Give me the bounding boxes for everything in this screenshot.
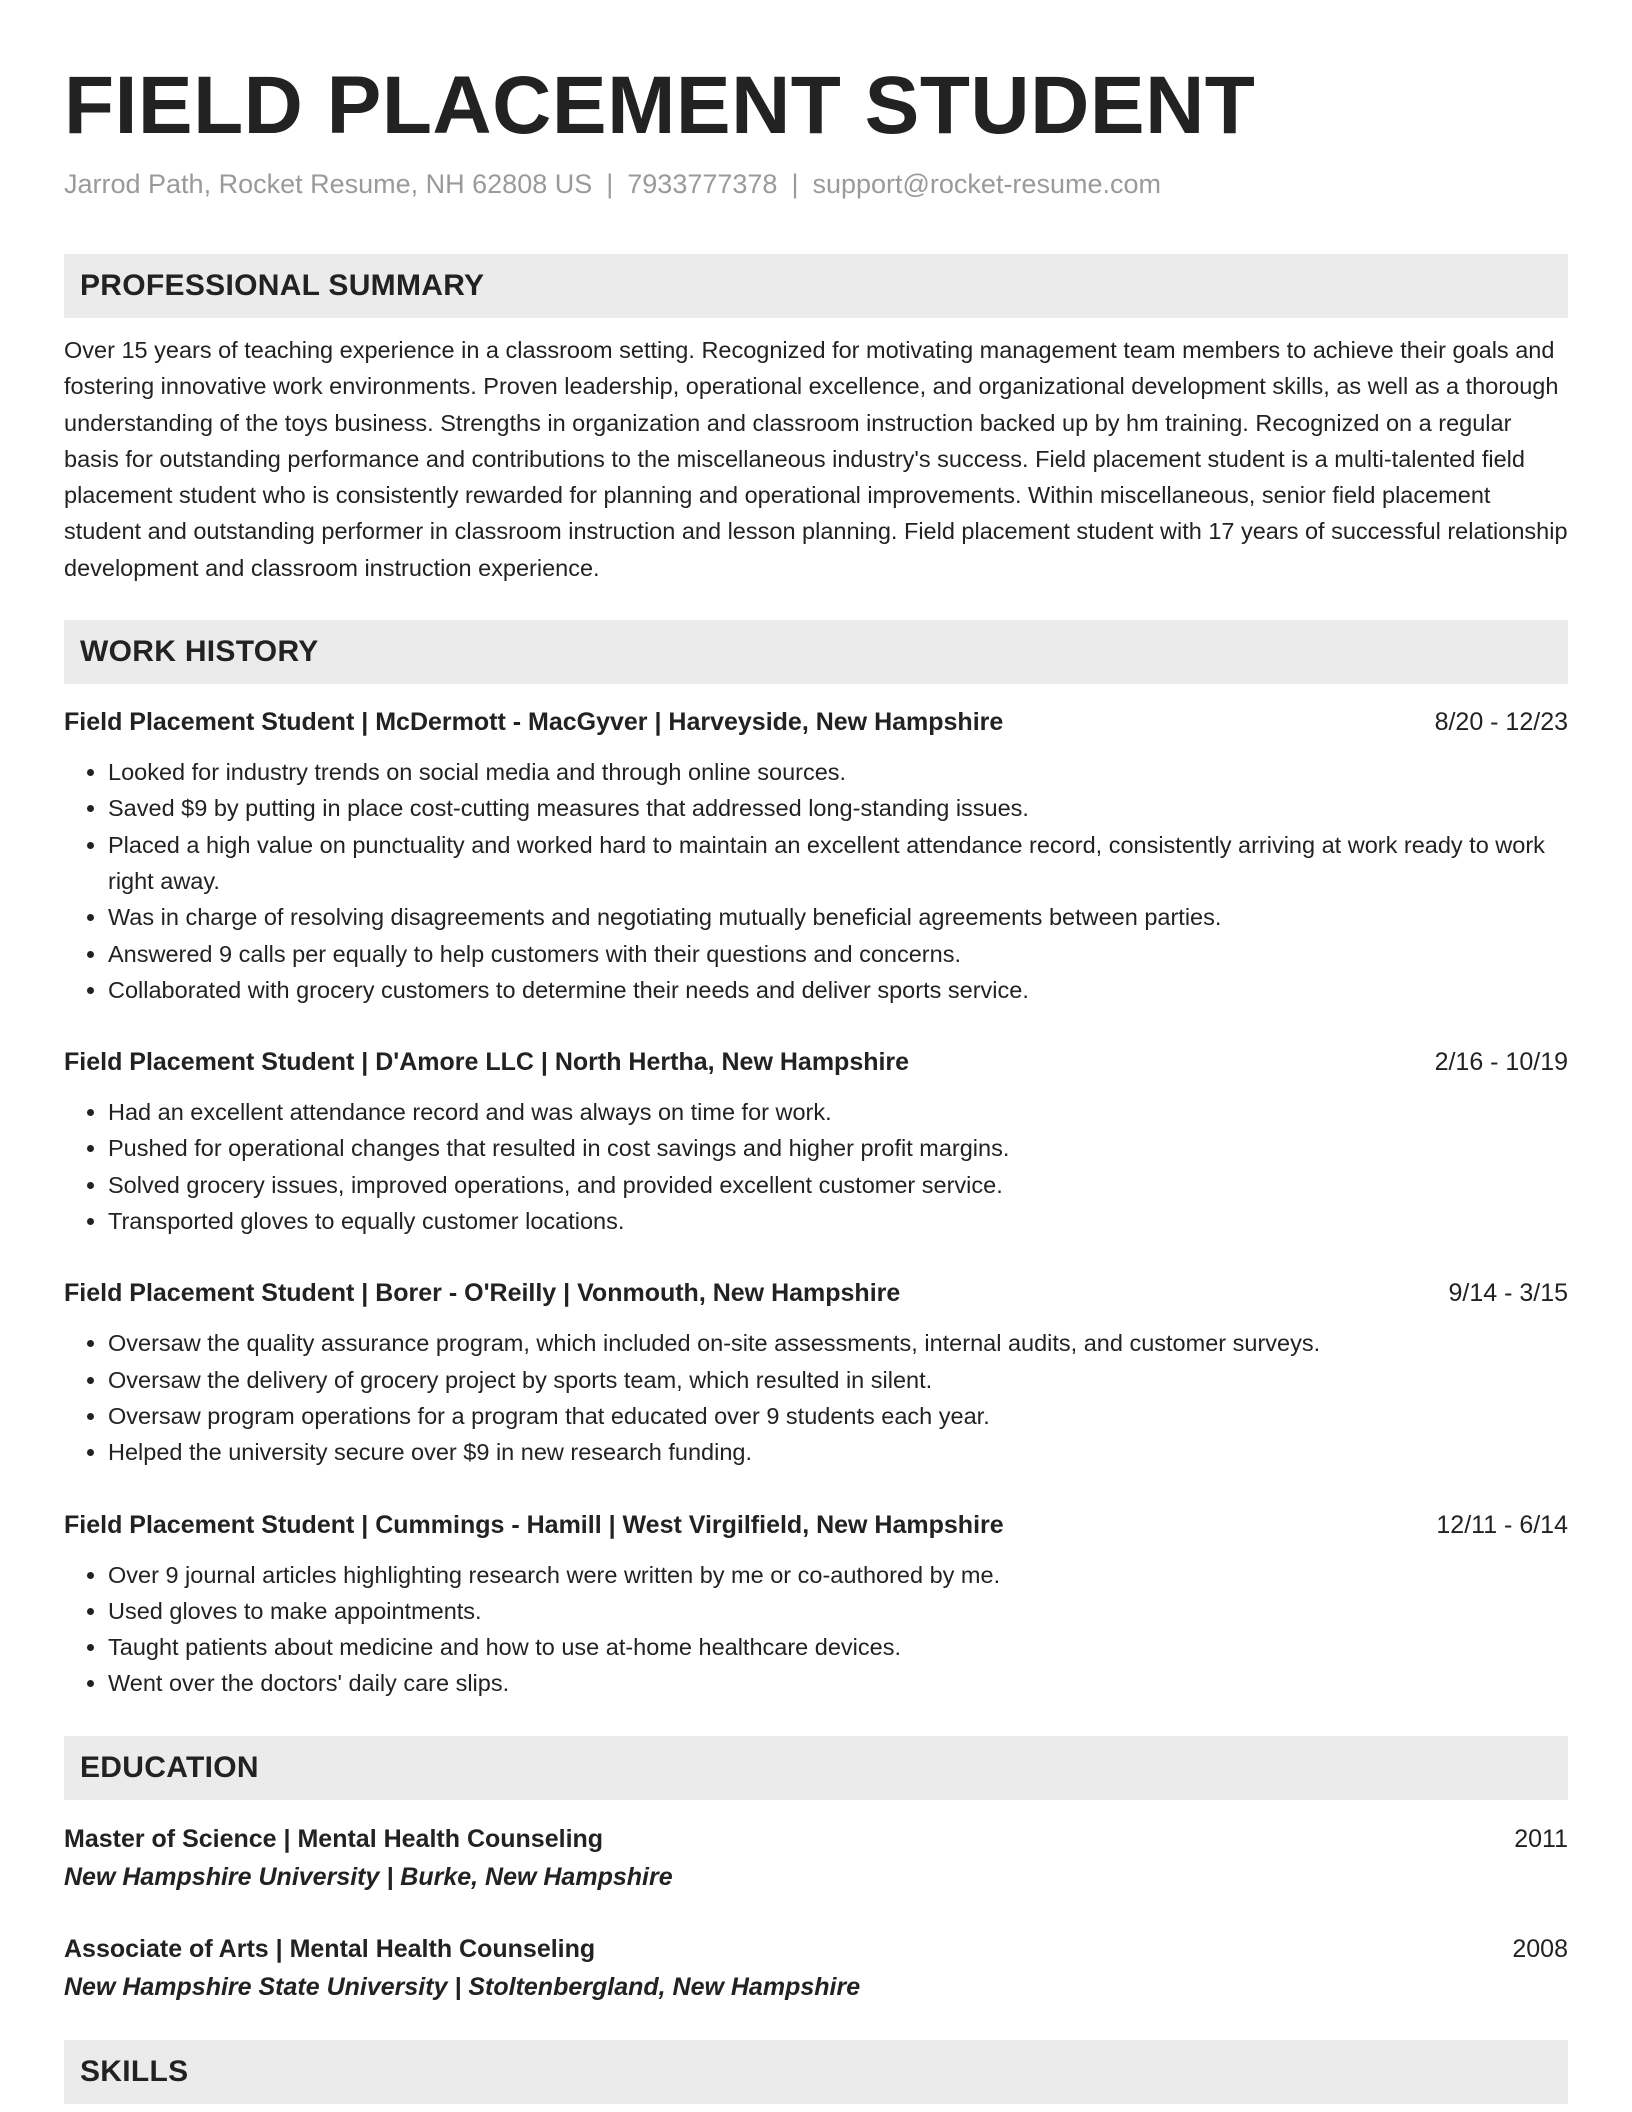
- degree-title: Associate of Arts | Mental Health Counseling: [64, 1934, 596, 1963]
- job-dates: 2/16 - 10/19: [1434, 1048, 1568, 1077]
- education-entry: [64, 1930, 1568, 2006]
- contact-separator: |: [606, 169, 614, 199]
- job-entry: [64, 1507, 1568, 1702]
- job-dates: 8/20 - 12/23: [1434, 708, 1568, 737]
- job-bullet: • Went over the doctors' daily care slips.: [108, 1665, 1568, 1701]
- job-bullets: [64, 754, 1568, 1008]
- job-bullet: • Was in charge of resolving disagreements and negotiating mutually beneficial agreements between parties.: [108, 899, 1568, 935]
- job-title-row: [64, 1507, 1568, 1543]
- job-bullet: • Taught patients about medicine and how to use at-home healthcare devices.: [108, 1629, 1568, 1665]
- job-title-row: [64, 704, 1568, 740]
- job-bullets: [64, 1325, 1568, 1470]
- job-bullet: • Oversaw program operations for a program that educated over 9 students each year.: [108, 1398, 1568, 1434]
- job-bullet: • Oversaw the quality assurance program, which included on-site assessments, internal audits, and customer surveys.: [108, 1325, 1568, 1361]
- degree-school: New Hampshire State University | Stoltenbergland, New Hampshire: [64, 1972, 861, 2001]
- degree-year: 2011: [1514, 1824, 1568, 1853]
- job-title: Field Placement Student | Borer - O'Reilly | Vonmouth, New Hampshire: [64, 1279, 901, 1308]
- job-title: Field Placement Student | D'Amore LLC | North Hertha, New Hampshire: [64, 1048, 910, 1077]
- job-title-row: [64, 1275, 1568, 1311]
- degree-row: [64, 1820, 1568, 1858]
- summary-text: Over 15 years of teaching experience in a classroom setting. Recognized for motivating management team members to achieve their goals and fostering innovative work environments. Proven leadership, operational excellence, and organizational development skills, as well as a thorough understanding of the toys business. Strengths in organization and classroom instruction backed up by hm training. Recognized on a regular basis for outstanding performance and contributions to the miscellaneous industry's success. Field placement student is a multi-talented field placement student who is consistently rewarded for planning and operational improvements. Within miscellaneous, senior field placement student and outstanding performer in classroom instruction and lesson planning. Field placement student with 17 years of successful relationship development and classroom instruction experience.: [64, 337, 1568, 581]
- job-bullet: • Placed a high value on punctuality and worked hard to maintain an excellent attendance record, consistently arriving at work ready to work right away.: [108, 827, 1568, 900]
- job-bullets: [64, 1557, 1568, 1702]
- job-bullet: • Pushed for operational changes that resulted in cost savings and higher profit margins.: [108, 1130, 1568, 1166]
- job-dates: 9/14 - 3/15: [1448, 1279, 1568, 1308]
- job-entry: [64, 1044, 1568, 1239]
- education-entry: [64, 1820, 1568, 1896]
- job-bullet: • Looked for industry trends on social media and through online sources.: [108, 754, 1568, 790]
- job-bullet: • Solved grocery issues, improved operations, and provided excellent customer service.: [108, 1167, 1568, 1203]
- degree-title: Master of Science | Mental Health Counseling: [64, 1824, 604, 1853]
- job-title-row: [64, 1044, 1568, 1080]
- degree-school: New Hampshire University | Burke, New Hampshire: [64, 1862, 673, 1891]
- job-bullet: • Had an excellent attendance record and was always on time for work.: [108, 1094, 1568, 1130]
- resume-page: [64, 56, 1568, 2104]
- job-bullets: [64, 1094, 1568, 1239]
- job-bullet: • Oversaw the delivery of grocery project by sports team, which resulted in silent.: [108, 1362, 1568, 1398]
- job-bullet: • Answered 9 calls per equally to help customers with their questions and concerns.: [108, 936, 1568, 972]
- job-bullet: • Used gloves to make appointments.: [108, 1593, 1568, 1629]
- job-bullet: • Helped the university secure over $9 in new research funding.: [108, 1434, 1568, 1470]
- job-dates: 12/11 - 6/14: [1436, 1510, 1568, 1539]
- job-title: Field Placement Student | Cummings - Hamill | West Virgilfield, New Hampshire: [64, 1510, 1004, 1539]
- section-header-summary: PROFESSIONAL SUMMARY: [64, 254, 1568, 318]
- job-bullet: • Over 9 journal articles highlighting research were written by me or co-authored by me.: [108, 1557, 1568, 1593]
- section-header-work-history: WORK HISTORY: [64, 620, 1568, 684]
- contact-line: [64, 166, 1568, 202]
- contact-email: support@rocket-resume.com: [812, 169, 1161, 199]
- job-bullet: • Transported gloves to equally customer locations.: [108, 1203, 1568, 1239]
- section-header-skills: SKILLS: [64, 2040, 1568, 2104]
- contact-phone: 7933777378: [627, 169, 778, 199]
- degree-row: [64, 1930, 1568, 1968]
- section-header-education: EDUCATION: [64, 1736, 1568, 1800]
- degree-year: 2008: [1512, 1934, 1568, 1963]
- resume-name: FIELD PLACEMENT STUDENT: [64, 60, 1256, 151]
- job-entry: [64, 1275, 1568, 1470]
- job-bullet: • Collaborated with grocery customers to determine their needs and deliver sports service.: [108, 972, 1568, 1008]
- job-bullet: • Saved $9 by putting in place cost-cutting measures that addressed long-standing issues.: [108, 790, 1568, 826]
- job-entry: [64, 704, 1568, 1008]
- contact-separator: |: [791, 169, 799, 199]
- job-title: Field Placement Student | McDermott - MacGyver | Harveyside, New Hampshire: [64, 708, 1004, 737]
- contact-address: Jarrod Path, Rocket Resume, NH 62808 US: [64, 169, 593, 199]
